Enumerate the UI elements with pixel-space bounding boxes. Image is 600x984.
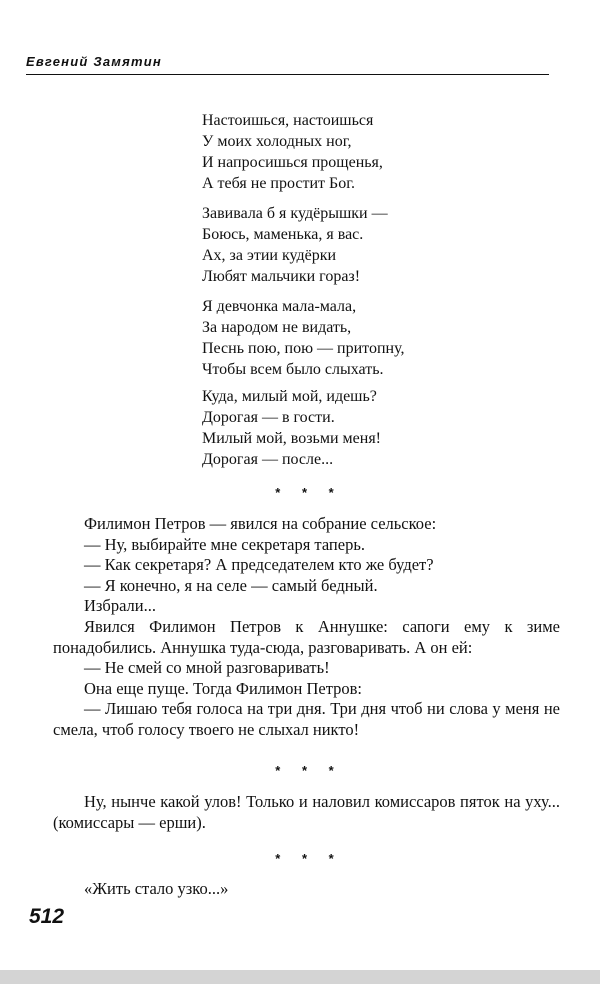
prose-paragraph: «Жить стало узко...»	[84, 879, 229, 898]
verse-line: Настоишься, настоишься	[202, 112, 374, 129]
prose-paragraph: Избрали...	[84, 596, 156, 616]
page-bottom-strip	[0, 970, 600, 984]
prose-paragraph: — Не смей со мной разговаривать!	[84, 658, 330, 678]
verse-line: Я девчонка мала-мала,	[202, 298, 357, 315]
section-separator: * * *	[275, 851, 343, 866]
running-header-author: Евгений Замятин	[26, 54, 162, 69]
prose-paragraph: Ну, нынче какой улов! Только и наловил комиссаров пяток на уху... (комиссары — ерши).	[53, 792, 560, 832]
running-header	[26, 52, 549, 75]
verse-line: Куда, милый мой, идешь?	[202, 388, 377, 405]
verse-line: И напросишься прощенья,	[202, 154, 383, 171]
verse-line: Завивала б я кудёрышки —	[202, 205, 388, 222]
verse-line: Любят мальчики гораз!	[202, 268, 361, 285]
prose-paragraph: Филимон Петров — явился на собрание сельское:	[84, 514, 437, 533]
verse-line: Милый мой, возьми меня!	[202, 430, 381, 447]
prose-paragraph: — Как секретаря? А председателем кто же будет?	[84, 555, 434, 575]
verse-line: Боюсь, маменька, я вас.	[202, 226, 364, 243]
prose-paragraph: — Ну, выбирайте мне секретаря таперь.	[84, 534, 365, 554]
prose-section-2	[53, 792, 560, 833]
verse-line: У моих холодных ног,	[202, 133, 352, 150]
verse-stanza-3	[202, 296, 404, 380]
verse-stanza-2	[202, 203, 388, 287]
verse-line: Дорогая — в гости.	[202, 409, 335, 426]
verse-line: А тебя не простит Бог.	[202, 175, 355, 192]
section-separator: * * *	[275, 763, 343, 778]
verse-line: Песнь пою, пою — притопну,	[202, 340, 405, 357]
prose-section-3	[53, 879, 560, 900]
verse-line: Чтобы всем было слыхать.	[202, 361, 384, 378]
page-number: 512	[29, 905, 65, 928]
prose-section-1	[53, 514, 560, 741]
prose-paragraph: — Лишаю тебя голоса на три дня. Три дня чтоб ни слова у меня не смела, чтоб голосу твоего не слыхал никто!	[53, 699, 560, 739]
verse-line: Ах, за этии кудёрки	[202, 247, 337, 264]
prose-paragraph: — Я конечно, я на селе — самый бедный.	[84, 575, 378, 595]
verse-line: За народом не видать,	[202, 319, 352, 336]
verse-stanza-1	[202, 110, 383, 194]
prose-paragraph: Явился Филимон Петров к Аннушке: сапоги ему к зиме понадобились. Аннушка туда-сюда, разговаривать. А он ей:	[53, 616, 560, 657]
verse-stanza-4	[202, 386, 381, 470]
prose-paragraph: Она еще пуще. Тогда Филимон Петров:	[84, 678, 363, 698]
verse-line: Дорогая — после...	[202, 451, 334, 468]
section-separator: * * *	[275, 485, 343, 500]
